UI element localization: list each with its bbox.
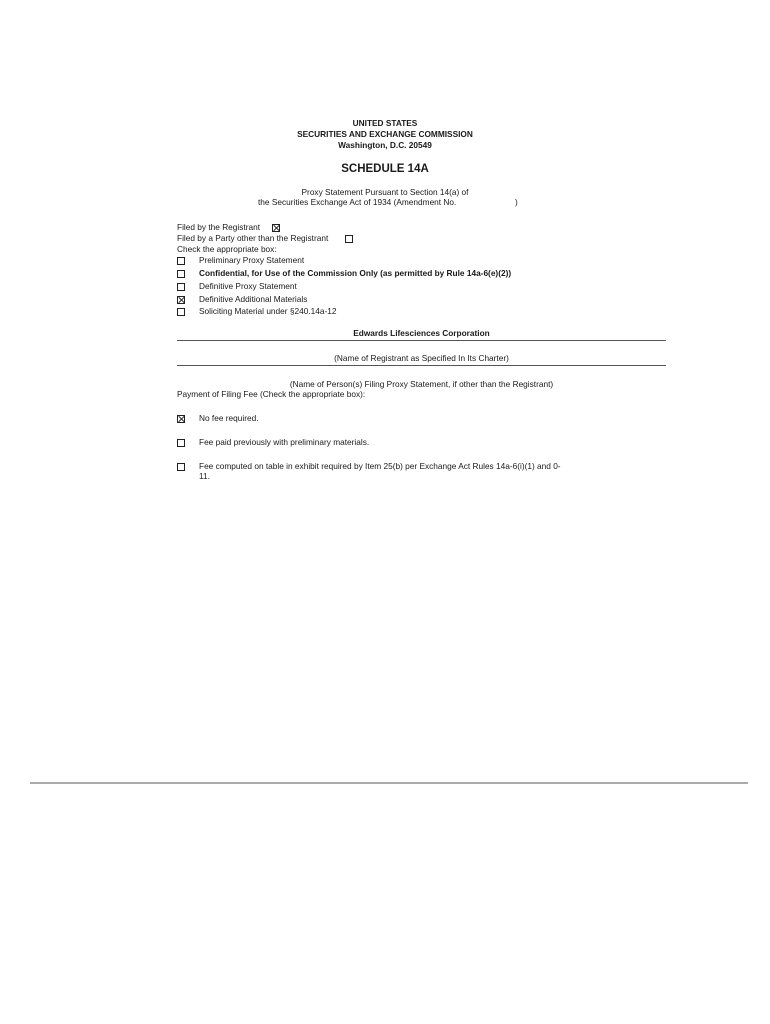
- filer-name-rule: [177, 365, 666, 366]
- subtitle-line-1: Proxy Statement Pursuant to Section 14(a) of: [301, 187, 469, 197]
- option-definitive-additional-checkbox[interactable]: [177, 296, 185, 304]
- option-soliciting-checkbox[interactable]: [177, 308, 185, 316]
- registrant-name: Edwards Lifesciences Corporation: [353, 328, 490, 338]
- fee-computed-label: Fee computed on table in exhibit required by Item 25(b) per Exchange Act Rules 14a-6(i)(1) and 0-: [199, 461, 561, 471]
- header-line-3: Washington, D.C. 20549: [338, 140, 432, 150]
- option-preliminary-label: Preliminary Proxy Statement: [199, 255, 305, 265]
- option-preliminary-checkbox[interactable]: [177, 257, 185, 265]
- fee-none-label: No fee required.: [199, 413, 259, 423]
- option-definitive-proxy-checkbox[interactable]: [177, 283, 185, 291]
- filed-by-registrant-checkbox[interactable]: [272, 224, 280, 232]
- option-definitive-proxy-label: Definitive Proxy Statement: [199, 281, 297, 291]
- schedule-title: SCHEDULE 14A: [341, 163, 429, 175]
- registrant-caption: (Name of Registrant as Specified In Its Charter): [334, 353, 509, 363]
- subtitle-line-2-close: ): [515, 197, 518, 207]
- fee-computed-checkbox[interactable]: [177, 463, 185, 471]
- option-definitive-additional-label: Definitive Additional Materials: [199, 294, 308, 304]
- fee-computed-label-cont: 11.: [199, 471, 210, 481]
- fee-none-checkbox[interactable]: [177, 415, 185, 423]
- option-confidential-checkbox[interactable]: [177, 270, 185, 278]
- header-line-2: SECURITIES AND EXCHANGE COMMISSION: [297, 129, 473, 139]
- header-line-1: UNITED STATES: [352, 118, 418, 128]
- filed-by-registrant-label: Filed by the Registrant: [177, 222, 261, 232]
- check-box-instruction: Check the appropriate box:: [177, 244, 277, 254]
- fee-paid-previously-checkbox[interactable]: [177, 439, 185, 447]
- filed-by-other-checkbox[interactable]: [345, 235, 353, 243]
- option-soliciting-label: Soliciting Material under §240.14a-12: [199, 306, 337, 316]
- subtitle-line-2: the Securities Exchange Act of 1934 (Amendment No.: [258, 197, 457, 207]
- filed-by-other-label: Filed by a Party other than the Registrant: [177, 233, 329, 243]
- filer-caption: (Name of Person(s) Filing Proxy Statement, if other than the Registrant): [289, 379, 554, 389]
- fee-paid-previously-label: Fee paid previously with preliminary materials.: [199, 437, 370, 447]
- page-separator: [30, 782, 748, 784]
- registrant-name-rule: [177, 340, 666, 341]
- payment-label: Payment of Filing Fee (Check the appropriate box):: [177, 389, 366, 399]
- option-confidential-label: Confidential, for Use of the Commission Only (as permitted by Rule 14a-6(e)(2)): [199, 268, 512, 278]
